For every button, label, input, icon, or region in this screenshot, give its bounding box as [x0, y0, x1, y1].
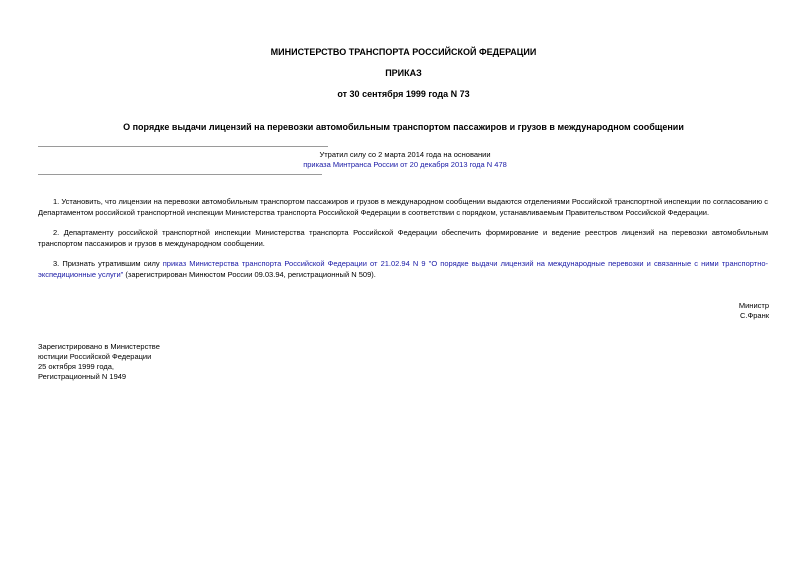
date-number-heading: от 30 сентября 1999 года N 73: [337, 89, 470, 99]
signature-name: С.Франк: [740, 311, 769, 320]
subject-heading: О порядке выдачи лицензий на перевозки автомобильным транспортом пассажиров и грузов в международном сообщении: [123, 122, 684, 132]
registration-line-1: Зарегистрировано в Министерстве: [38, 342, 160, 351]
ministry-heading: МИНИСТЕРСТВО ТРАНСПОРТА РОССИЙСКОЙ ФЕДЕРАЦИИ: [270, 47, 537, 57]
registration-line-2: юстиции Российской Федерации: [38, 352, 152, 361]
paragraph-1: 1. Установить, что лицензии на перевозки автомобильным транспортом пассажиров и грузов в международном сообщении выдаются отделениями Российской транспортной инспекции по согласованию с Департаментом российской транспортной инспекции Министерства транспорта Российской Федерации в соответствии с порядком, устанавливаемым Правительством Российской Федерации.: [38, 197, 768, 217]
notice-top-rule: [38, 146, 328, 147]
signature-title: Министр: [738, 301, 769, 310]
repeal-order-link[interactable]: приказа Минтранса России от 20 декабря 2013 года N 478: [303, 160, 507, 169]
doc-type-heading: ПРИКАЗ: [385, 68, 422, 78]
paragraph-3-prefix: 3. Признать утратившим силу: [53, 259, 163, 268]
paragraph-2: 2. Департаменту российской транспортной инспекции Министерства транспорта Российской Федерации обеспечить формирование и ведение реестров лицензий на перевозки автомобильным транспортом пассажиров и грузов в международном сообщении.: [38, 228, 768, 248]
notice-bottom-rule: [38, 174, 322, 175]
registration-line-4: Регистрационный N 1949: [38, 372, 127, 381]
paragraph-3-suffix: (зарегистрирован Минюстом России 09.03.94, регистрационный N 509).: [123, 269, 376, 279]
paragraph-3: [38, 259, 768, 280]
registration-line-3: 25 октября 1999 года,: [38, 362, 114, 371]
notice-text: Утратил силу со 2 марта 2014 года на основании: [319, 150, 491, 159]
prior-order-link[interactable]: приказ Министерства транспорта Российской Федерации от 21.02.94 N 9 "О порядке выдачи лицензий на международные перевозки и связанные с ними транспортно-экспедиционные услуги": [38, 259, 769, 279]
